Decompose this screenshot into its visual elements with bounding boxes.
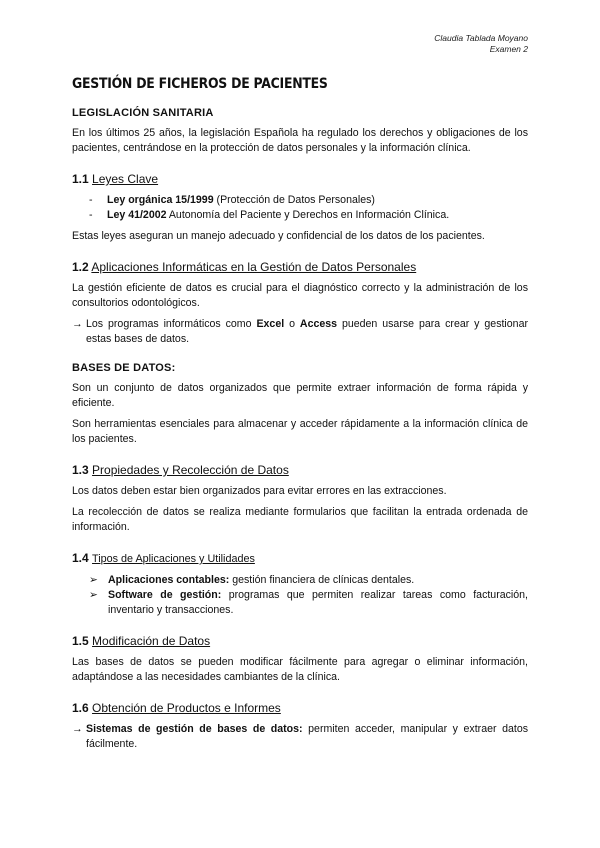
section-1-4-heading [72, 550, 528, 567]
arrow-bullet-icon: ➢ [89, 589, 98, 601]
databases-paragraph-1: Son un conjunto de datos organizados que permite extraer información de forma rápida y eficiente. [72, 382, 528, 409]
item-description: gestión financiera de clínicas dentales. [229, 574, 415, 586]
section-number: 1.3 [72, 463, 89, 477]
document-title: GESTIÓN DE FICHEROS DE PACIENTES [72, 76, 328, 92]
list-item [72, 193, 528, 208]
section-1-3-paragraph-1: Los datos deben estar bien organizados para evitar errores en las extracciones. [72, 485, 447, 497]
section-title: Propiedades y Recolección de Datos [92, 463, 289, 477]
arrow-bullet-icon: ➢ [89, 574, 98, 586]
text-run: Los programas informáticos como [86, 318, 257, 330]
law-description: (Protección de Datos Personales) [213, 194, 375, 206]
section-number: 1.4 [72, 551, 89, 565]
databases-paragraph-2: Son herramientas esenciales para almacenar y acceder rápidamente a la información clínica de los pacientes. [72, 418, 528, 445]
section-title: Aplicaciones Informáticas en la Gestión de Datos Personales [91, 260, 417, 274]
section-number: 1.1 [72, 172, 89, 186]
section-number: 1.5 [72, 634, 89, 648]
laws-list [72, 193, 528, 223]
databases-heading: BASES DE DATOS: [72, 362, 176, 374]
law-name: Ley orgánica 15/1999 [107, 194, 214, 206]
section-1-5-paragraph: Las bases de datos se pueden modificar fácilmente para agregar o eliminar información, adaptándose a las necesidades cambiantes de la clínica. [72, 656, 528, 683]
document-body [72, 74, 528, 758]
laws-summary: Estas leyes aseguran un manejo adecuado y confidencial de los datos de los pacientes. [72, 230, 485, 242]
list-item [72, 588, 528, 618]
section-1-3-paragraph-2: La recolección de datos se realiza mediante formularios que facilitan la entrada ordenada de información. [72, 506, 528, 533]
section-number: 1.2 [72, 260, 89, 274]
section-1-5-heading [72, 633, 528, 649]
item-label: Sistemas de gestión de bases de datos: [86, 723, 303, 735]
section-title: Tipos de Aplicaciones y Utilidades [92, 553, 255, 565]
section-title: Modificación de Datos [92, 634, 211, 648]
law-name: Ley 41/2002 [107, 209, 167, 221]
arrow-icon: → [72, 723, 83, 735]
section-title: Obtención de Productos e Informes [92, 701, 281, 715]
item-description: programas que permiten realizar tareas como facturación, inventario y transacciones. [108, 589, 528, 616]
intro-paragraph: En los últimos 25 años, la legislación Española ha regulado los derechos y obligaciones de los pacientes, centrándose en la protección de datos personales y la información clínica. [72, 127, 528, 154]
page-header [434, 33, 528, 55]
law-description: Autonomía del Paciente y Derechos en Información Clínica. [166, 209, 450, 221]
item-description: permiten acceder, manipular y extraer datos fácilmente. [86, 723, 529, 750]
section-1-2-heading [72, 259, 528, 275]
section-number: 1.6 [72, 701, 89, 715]
header-exam: Examen 2 [489, 44, 528, 54]
list-item [72, 208, 528, 223]
section-subtitle: LEGISLACIÓN SANITARIA [72, 107, 214, 119]
item-label: Software de gestión: [108, 589, 222, 601]
applications-list [72, 573, 528, 618]
text-run: pueden usarse para crear y gestionar estas bases de datos. [86, 318, 528, 345]
section-1-1-heading [72, 171, 528, 187]
section-1-2-paragraph: La gestión eficiente de datos es crucial para el diagnóstico correcto y la administración de los consultorios odontológicos. [72, 282, 528, 309]
text-run: o [284, 318, 300, 330]
section-1-3-heading [72, 462, 528, 478]
list-item [72, 573, 528, 588]
arrow-item [72, 317, 528, 347]
item-label: Aplicaciones contables: [108, 574, 230, 586]
section-title: Leyes Clave [92, 172, 159, 186]
excel-label: Excel [256, 318, 285, 330]
section-1-6-heading [72, 700, 528, 716]
access-label: Access [299, 318, 338, 330]
header-author: Claudia Tablada Moyano [434, 33, 528, 43]
arrow-icon: → [72, 318, 83, 330]
arrow-item [72, 722, 528, 752]
